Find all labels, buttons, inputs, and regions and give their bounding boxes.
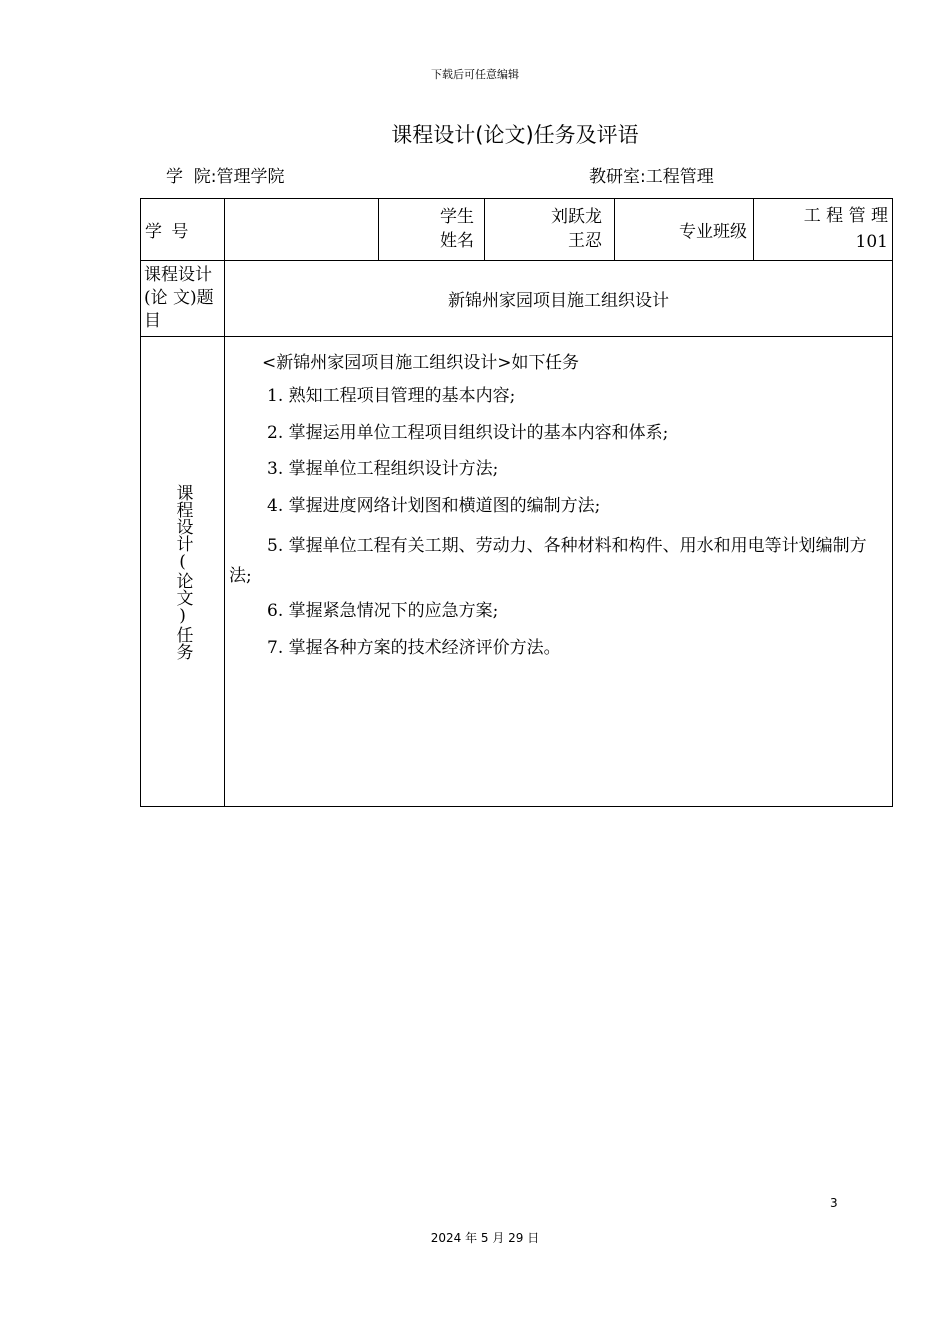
list-item: 4. 掌握进度网络计划图和横道图的编制方法; bbox=[267, 495, 601, 516]
major-class-value: 工 程 管 理 101 bbox=[754, 199, 893, 261]
list-item: 1. 熟知工程项目管理的基本内容; bbox=[267, 386, 516, 407]
task-table bbox=[140, 198, 893, 807]
task-intro: <新锦州家园项目施工组织设计>如下: bbox=[262, 353, 552, 373]
table-row bbox=[141, 199, 893, 261]
table-row bbox=[141, 261, 893, 337]
task-intro-line bbox=[229, 353, 888, 373]
list-item: 7. 掌握各种方案的技术经济评价方法。 bbox=[267, 637, 561, 658]
header-note: 下载后可任意编辑 bbox=[431, 68, 519, 81]
list-item: 3. 掌握单位工程组织设计方法; bbox=[267, 459, 499, 480]
task-intro-overlap: 任务 bbox=[545, 353, 579, 373]
student-name-label: 学生 姓名 bbox=[379, 199, 485, 261]
page-number: 3 bbox=[830, 1196, 838, 1210]
student-id-label: 学 号 bbox=[141, 199, 225, 261]
list-item: 6. 掌握紧急情况下的应急方案; bbox=[267, 601, 499, 622]
student-names: 刘跃龙 王忍 bbox=[485, 199, 615, 261]
department-label: 教研室:工程管理 bbox=[589, 167, 714, 187]
task-label: 课程设计(论文)任务 bbox=[172, 483, 193, 660]
topic-value: 新锦州家园项目施工组织设计 bbox=[225, 261, 893, 337]
table-row bbox=[141, 337, 893, 807]
student-id-value bbox=[225, 199, 379, 261]
list-item: 2. 掌握运用单位工程项目组织设计的基本内容和体系; bbox=[267, 422, 669, 443]
footer-date: 2024 年 5 月 29 日 bbox=[430, 1231, 540, 1245]
document-title: 课程设计(论文)任务及评语 bbox=[391, 123, 639, 147]
major-class-label: 专业班级 bbox=[615, 199, 754, 261]
task-content bbox=[225, 337, 893, 807]
task-label-cell bbox=[141, 337, 225, 807]
topic-label: 课程设计 (论 文)题 目 bbox=[141, 261, 225, 337]
list-item: 5. 掌握单位工程有关工期、劳动力、各种材料和构件、用水和用电等计划编制方法; bbox=[229, 535, 867, 586]
college-label: 学 院:管理学院 bbox=[166, 167, 285, 187]
